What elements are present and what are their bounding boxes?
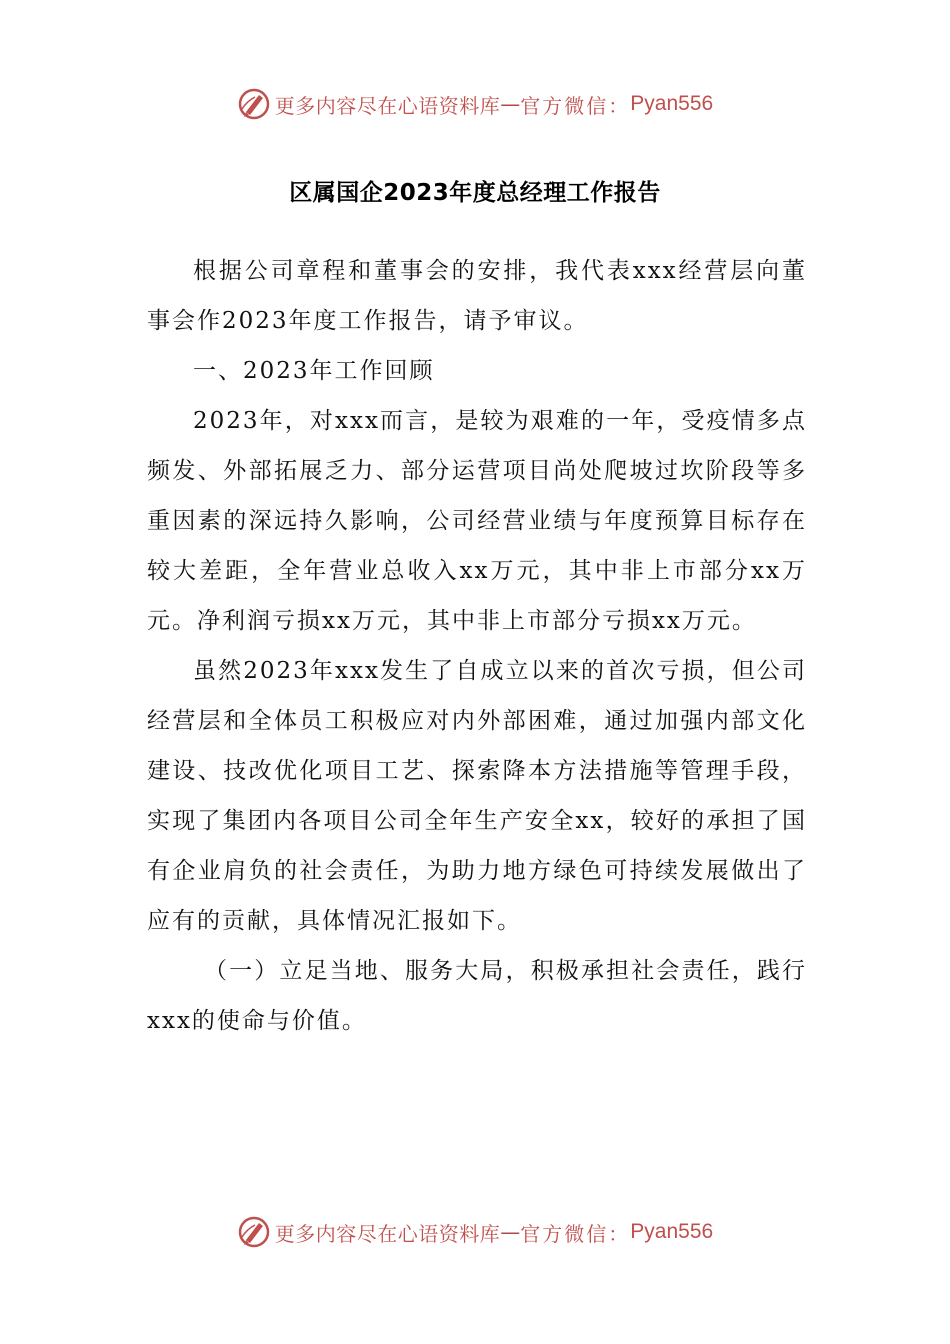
banner-wechat-id: Pyan556 <box>630 1220 714 1243</box>
pen-logo-icon <box>237 1215 271 1249</box>
banner-separator: — <box>500 92 521 116</box>
header-banner <box>0 84 950 124</box>
document-body <box>147 246 807 1046</box>
banner-text: 更多内容尽在心语资料库 <box>274 1221 501 1246</box>
banner-wechat-id: Pyan556 <box>630 92 714 115</box>
section-heading-1: 一、2023年工作回顾 <box>193 358 435 384</box>
banner-label: 官方微信： <box>520 93 631 118</box>
banner-text: 更多内容尽在心语资料库 <box>274 93 501 118</box>
pen-logo-icon <box>237 87 271 121</box>
document-title: 区属国企2023年度总经理工作报告 <box>289 180 661 206</box>
banner-label: 官方微信： <box>520 1221 631 1246</box>
subsection-heading-1: （一）立足当地、服务大局，积极承担社会责任，践行xxx的使命与价值。 <box>147 958 807 1034</box>
paragraph-achievements: 虽然2023年xxx发生了自成立以来的首次亏损，但公司经营层和全体员工积极应对内外部困难，通过加强内部文化建设、技改优化项目工艺、探索降本方法措施等管理手段，实现了集团内各项目公司全年生产安全xx，较好的承担了国有企业肩负的社会责任，为助力地方绿色可持续发展做出了应有的贡献，具体情况汇报如下。 <box>147 658 807 934</box>
paragraph-review: 2023年，对xxx而言，是较为艰难的一年，受疫情多点频发、外部拓展乏力、部分运营项目尚处爬坡过坎阶段等多重因素的深远持久影响，公司经营业绩与年度预算目标存在较大差距，全年营业总收入xx万元，其中非上市部分xx万元。净利润亏损xx万元，其中非上市部分亏损xx万元。 <box>147 408 807 634</box>
paragraph-intro: 根据公司章程和董事会的安排，我代表xxx经营层向董事会作2023年度工作报告，请予审议。 <box>147 258 807 334</box>
footer-banner <box>0 1212 950 1252</box>
banner-separator: — <box>500 1220 521 1244</box>
